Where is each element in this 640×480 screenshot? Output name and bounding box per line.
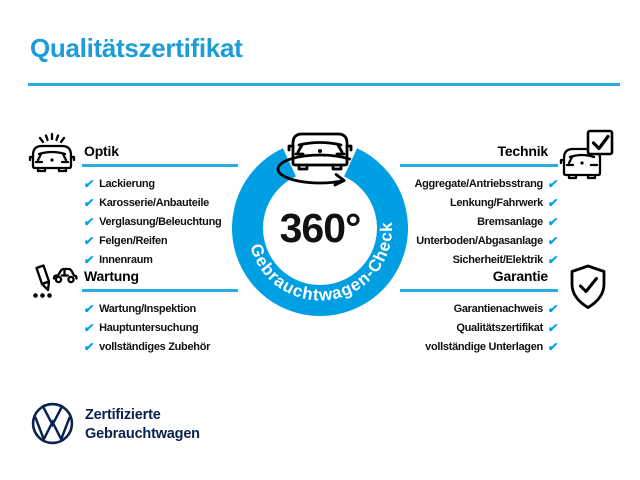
section-technik [400, 143, 558, 269]
section-underline [82, 164, 238, 167]
checklist-item-label: Karosserie/Anbauteile [99, 196, 209, 209]
vw-logo [31, 402, 74, 450]
check-icon: ✔ [83, 176, 96, 191]
check-icon: ✔ [83, 252, 96, 267]
checklist-item-label: Unterboden/Abgasanlage [416, 234, 543, 247]
section-title-optik: Optik [84, 143, 119, 159]
footer-brand-text [85, 406, 200, 444]
badge-degrees: 360° [279, 205, 361, 251]
check-icon: ✔ [83, 301, 96, 316]
car-headlights-icon [26, 129, 78, 186]
checklist-item [400, 174, 558, 193]
checklist-item [82, 193, 238, 212]
checklist-item-label: Hauptuntersuchung [99, 321, 199, 334]
check-icon: ✔ [83, 233, 96, 248]
checklist-item [82, 174, 238, 193]
footer-line-2: Gebrauchtwagen [85, 426, 200, 442]
car-360-rotation-icon [278, 134, 351, 185]
section-wartung [82, 268, 238, 356]
footer-line-1: Zertifizierte [85, 407, 161, 423]
section-title-garantie: Garantie [492, 268, 548, 284]
checklist-item-label: Verglasung/Beleuchtung [99, 215, 222, 228]
check-icon: ✔ [83, 195, 96, 210]
checklist-item [400, 337, 558, 356]
section-underline [82, 289, 238, 292]
section-underline [400, 289, 558, 292]
check-icon: ✔ [546, 214, 559, 229]
checklist-item-label: Lenkung/Fahrwerk [449, 196, 543, 209]
checklist-item [400, 193, 558, 212]
section-title-wartung: Wartung [84, 268, 139, 284]
check-icon: ✔ [83, 320, 96, 335]
checklist-item [82, 299, 238, 318]
checklist-optik [82, 174, 238, 269]
checklist-item-label: Wartung/Inspektion [99, 302, 196, 315]
checklist-item [82, 231, 238, 250]
checklist-garantie [400, 299, 558, 356]
checklist-item-label: Garantienachweis [453, 302, 543, 315]
shield-check-icon [565, 262, 611, 319]
badge-360-check [232, 122, 408, 318]
check-icon: ✔ [546, 301, 559, 316]
section-garantie [400, 268, 558, 356]
section-title-technik: Technik [497, 143, 548, 159]
check-icon: ✔ [83, 214, 96, 229]
checklist-item-label: vollständiges Zubehör [99, 340, 211, 353]
checklist-item [400, 299, 558, 318]
check-icon: ✔ [546, 339, 559, 354]
checklist-item [82, 212, 238, 231]
title-divider [28, 83, 620, 86]
checklist-item [400, 231, 558, 250]
checklist-item-label: Lackierung [99, 177, 155, 190]
page-title: Qualitätszertifikat [30, 33, 243, 63]
check-icon: ✔ [546, 252, 559, 267]
checklist-item [400, 250, 558, 269]
pen-checklist-car-icon [26, 260, 80, 321]
badge-ring-label: Gebrauchtwagen-Check [246, 221, 397, 305]
check-icon: ✔ [546, 195, 559, 210]
checklist-item [400, 318, 558, 337]
checklist-item-label: Sicherheit/Elektrik [452, 253, 543, 266]
checklist-wartung [82, 299, 238, 356]
checklist-item [82, 250, 238, 269]
checklist-item-label: Innenraum [99, 253, 153, 266]
check-icon: ✔ [546, 233, 559, 248]
car-checkbox-icon [558, 128, 616, 187]
checklist-item-label: vollständige Unterlagen [425, 340, 543, 353]
check-icon: ✔ [83, 339, 96, 354]
checklist-item [82, 318, 238, 337]
section-optik [82, 143, 238, 269]
checklist-item [400, 212, 558, 231]
checklist-item-label: Felgen/Reifen [99, 234, 168, 247]
checklist-item [82, 337, 238, 356]
checklist-item-label: Bremsanlage [477, 215, 543, 228]
check-icon: ✔ [546, 320, 559, 335]
checklist-item-label: Qualitätszertifikat [456, 321, 543, 334]
section-underline [400, 164, 558, 167]
check-icon: ✔ [546, 176, 559, 191]
checklist-item-label: Aggregate/Antriebsstrang [414, 177, 543, 190]
checklist-technik [400, 174, 558, 269]
